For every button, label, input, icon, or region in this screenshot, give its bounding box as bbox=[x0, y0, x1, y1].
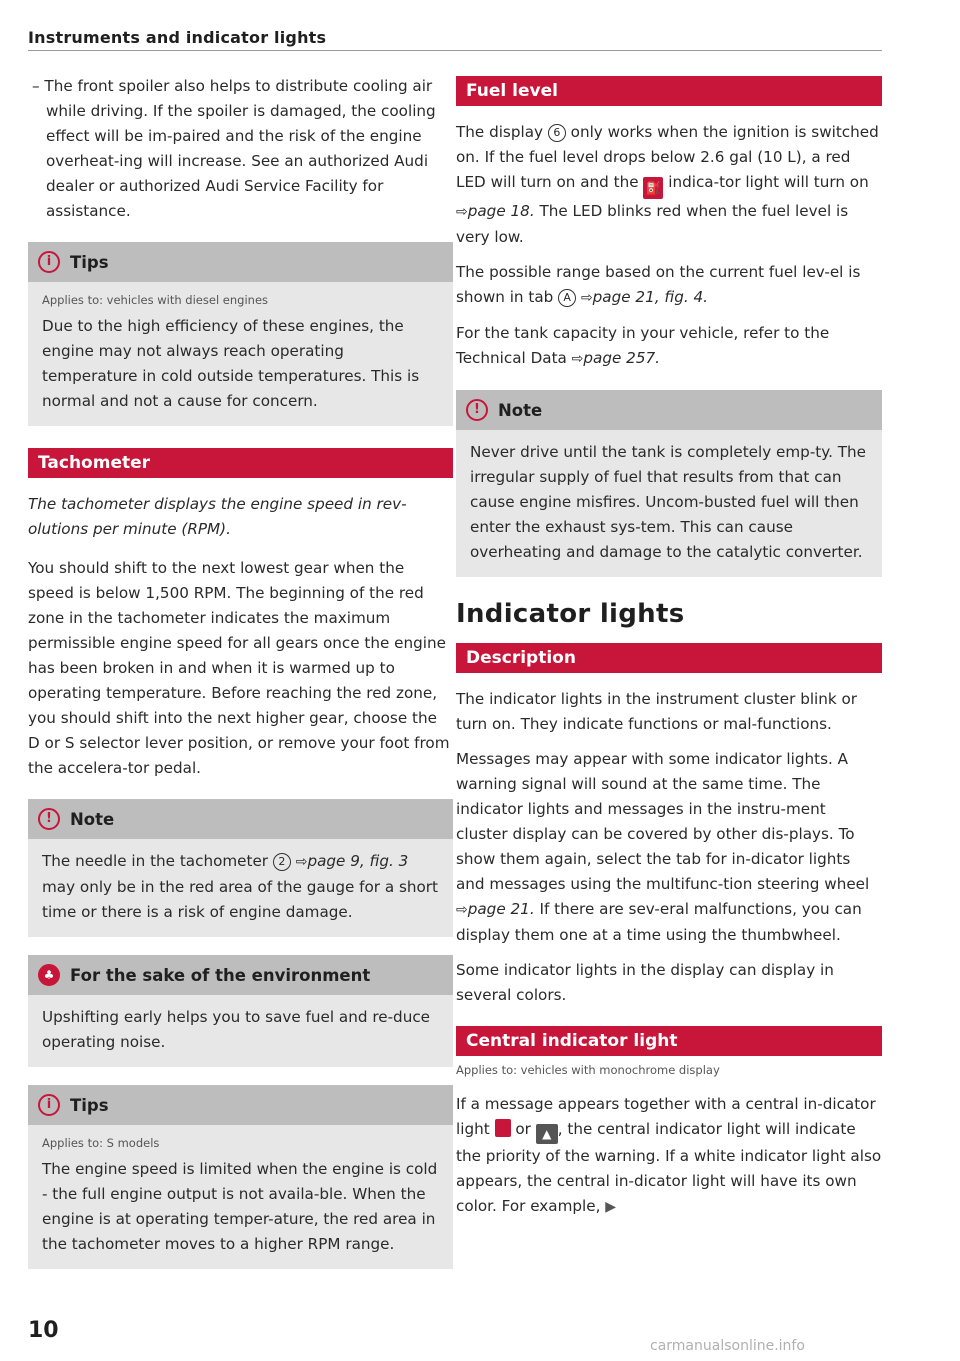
callout-letter: A bbox=[558, 289, 576, 307]
tips-title: Tips bbox=[70, 252, 109, 272]
red-indicator-icon bbox=[495, 1119, 511, 1137]
tips-text: The engine speed is limited when the engine is cold - the full engine output is not availa-ble. When the engine is at operating temper-ature, the red area in the tachometer moves to a higher RPM range. bbox=[42, 1160, 438, 1253]
tachometer-lead: The tachometer displays the engine speed in rev-olutions per minute (RPM). bbox=[28, 495, 407, 538]
note-title: Note bbox=[498, 400, 543, 420]
warning-icon: ! bbox=[466, 399, 488, 421]
fuel-indicator-icon: ⛽ bbox=[643, 177, 663, 199]
note-text: Never drive until the tank is completely emp-ty. The irregular supply of fuel that results from that can cause engine misfires. Uncom-busted fuel will then enter the exhaust sys-tem. This can cause overheating and damage to the catalytic converter. bbox=[470, 443, 866, 561]
fuel-p2-text: The possible range based on the current fuel lev-el is shown in tab bbox=[456, 263, 861, 306]
description-paragraph-3: Some indicator lights in the display can display in several colors. bbox=[456, 961, 834, 1004]
description-paragraph-2 bbox=[456, 747, 882, 948]
note-box-fuel bbox=[456, 390, 882, 577]
environment-box-header bbox=[28, 955, 453, 995]
tips-box-body bbox=[28, 282, 453, 426]
note-box-body bbox=[456, 430, 882, 577]
note-box-body bbox=[28, 839, 453, 937]
tips-box-header bbox=[28, 242, 453, 282]
warning-triangle-icon: ▲ bbox=[536, 1124, 558, 1144]
warning-icon: ! bbox=[38, 808, 60, 830]
page-reference-link[interactable]: page 9, fig. 3 bbox=[307, 852, 409, 870]
fuel-p1-text-c: indica-tor light will turn on bbox=[668, 173, 869, 191]
fuel-paragraph-2 bbox=[456, 260, 882, 311]
description-paragraph-1: The indicator lights in the instrument cluster blink or turn on. They indicate functions or mal-functions. bbox=[456, 690, 858, 733]
section-header-title: Instruments and indicator lights bbox=[28, 28, 327, 47]
central-indicator-paragraph bbox=[456, 1092, 882, 1220]
page-ref-arrow-icon: ⇨ bbox=[571, 351, 584, 367]
environment-text: Upshifting early helps you to save fuel and re-duce operating noise. bbox=[42, 1008, 431, 1051]
fuel-paragraph-1 bbox=[456, 120, 882, 250]
page-ref-arrow-icon: ⇨ bbox=[580, 290, 593, 306]
note-text-post: may only be in the red area of the gauge for a short time or there is a risk of engine damage. bbox=[42, 878, 439, 921]
description-section-title: Description bbox=[456, 643, 882, 673]
tips-box-header bbox=[28, 1085, 453, 1125]
note-box-header bbox=[456, 390, 882, 430]
note-title: Note bbox=[70, 809, 115, 829]
info-icon: i bbox=[38, 251, 60, 273]
tips-box-diesel bbox=[28, 242, 453, 426]
page-reference-link[interactable]: page 18. bbox=[467, 202, 535, 220]
environment-box-body bbox=[28, 995, 453, 1067]
central-text-b: , the central indicator light will indicate the priority of the warning. If a white indicator light also appears, the central in-dicator light will have its own color. For example, bbox=[456, 1120, 882, 1215]
fuel-p1-text-a: The display bbox=[456, 123, 544, 141]
callout-number: 2 bbox=[273, 853, 291, 871]
tips-box-s-models bbox=[28, 1085, 453, 1269]
central-text-a: If a message appears together with a central in-dicator light bbox=[456, 1095, 876, 1138]
page-ref-arrow-icon: ⇨ bbox=[456, 902, 468, 918]
applies-to-text: Applies to: S models bbox=[42, 1136, 160, 1150]
applies-to-text: Applies to: vehicles with monochrome display bbox=[456, 1063, 720, 1077]
desc-p2-text-b: If there are sev-eral malfunctions, you can display them one at a time using the thumbwheel. bbox=[456, 900, 862, 944]
tips-title: Tips bbox=[70, 1095, 109, 1115]
page-header bbox=[28, 28, 882, 47]
fuel-p1-text-d: The LED blinks red when the fuel level is very low. bbox=[456, 202, 849, 246]
page-ref-arrow-icon: ⇨ bbox=[456, 204, 468, 220]
note-text-pre: The needle in the tachometer bbox=[42, 852, 269, 870]
watermark-text: carmanualsonline.info bbox=[650, 1338, 805, 1354]
environment-box bbox=[28, 955, 453, 1067]
callout-number: 6 bbox=[548, 124, 566, 142]
page-number: 10 bbox=[28, 1318, 59, 1343]
page-reference-link[interactable]: page 21. bbox=[467, 900, 535, 918]
note-text bbox=[42, 849, 439, 925]
fuel-paragraph-3 bbox=[456, 321, 882, 372]
applies-to-text: Applies to: vehicles with diesel engines bbox=[42, 293, 269, 307]
fuel-level-section-title: Fuel level bbox=[456, 76, 882, 106]
environment-icon: ♣ bbox=[38, 964, 60, 986]
page-ref-arrow-icon: ⇨ bbox=[295, 854, 308, 870]
page-reference-link[interactable]: page 21, fig. 4. bbox=[592, 288, 709, 306]
tachometer-body: You should shift to the next lowest gear when the speed is below 1,500 RPM. The beginning of the red zone in the tachometer indicates the maximum permissible engine speed for all gears once the engine has been broken in and when it is warmed up to operating temperature. Before reaching the red zone, you should shift into the next higher gear, choose the D or S selector lever position, or remove your foot from the accelera-tor pedal. bbox=[28, 559, 450, 777]
environment-title: For the sake of the environment bbox=[70, 965, 371, 985]
central-indicator-section-title: Central indicator light bbox=[456, 1026, 882, 1056]
fuel-p1-text-b: only works when the ignition is switched on. If the fuel level drops below 2.6 gal (10 L), a red LED will turn on and the bbox=[456, 123, 879, 191]
continue-arrow-icon: ▶ bbox=[605, 1199, 617, 1215]
tips-box-body bbox=[28, 1125, 453, 1269]
header-divider bbox=[28, 50, 882, 51]
tachometer-section-title: Tachometer bbox=[28, 448, 453, 478]
right-column bbox=[456, 74, 882, 1230]
spoiler-paragraph: – The front spoiler also helps to distribute cooling air while driving. If the spoiler is damaged, the cooling effect will be im-paired and the risk of the engine overheat-ing will increase. See an authorized Audi dealer or authorized Audi Service Facility for assistance. bbox=[32, 77, 436, 220]
fuel-p3-text: For the tank capacity in your vehicle, refer to the Technical Data bbox=[456, 324, 830, 367]
indicator-lights-heading: Indicator lights bbox=[456, 599, 685, 629]
tips-text: Due to the high efficiency of these engines, the engine may not always reach operating temperature in cold outside temperatures. This is normal and not a cause for concern. bbox=[42, 317, 420, 410]
central-text-or: or bbox=[515, 1120, 531, 1138]
left-column bbox=[28, 74, 453, 1281]
page-reference-link[interactable]: page 257. bbox=[583, 349, 660, 367]
note-box-header bbox=[28, 799, 453, 839]
note-box-tachometer bbox=[28, 799, 453, 937]
info-icon: i bbox=[38, 1094, 60, 1116]
desc-p2-text-a: Messages may appear with some indicator lights. A warning signal will sound at the same time. The indicator lights and messages in the instru-ment cluster display can be covered by other dis-plays. To show them again, select the tab for in-dicator lights and messages using the multifunc-tion steering wheel bbox=[456, 750, 870, 893]
